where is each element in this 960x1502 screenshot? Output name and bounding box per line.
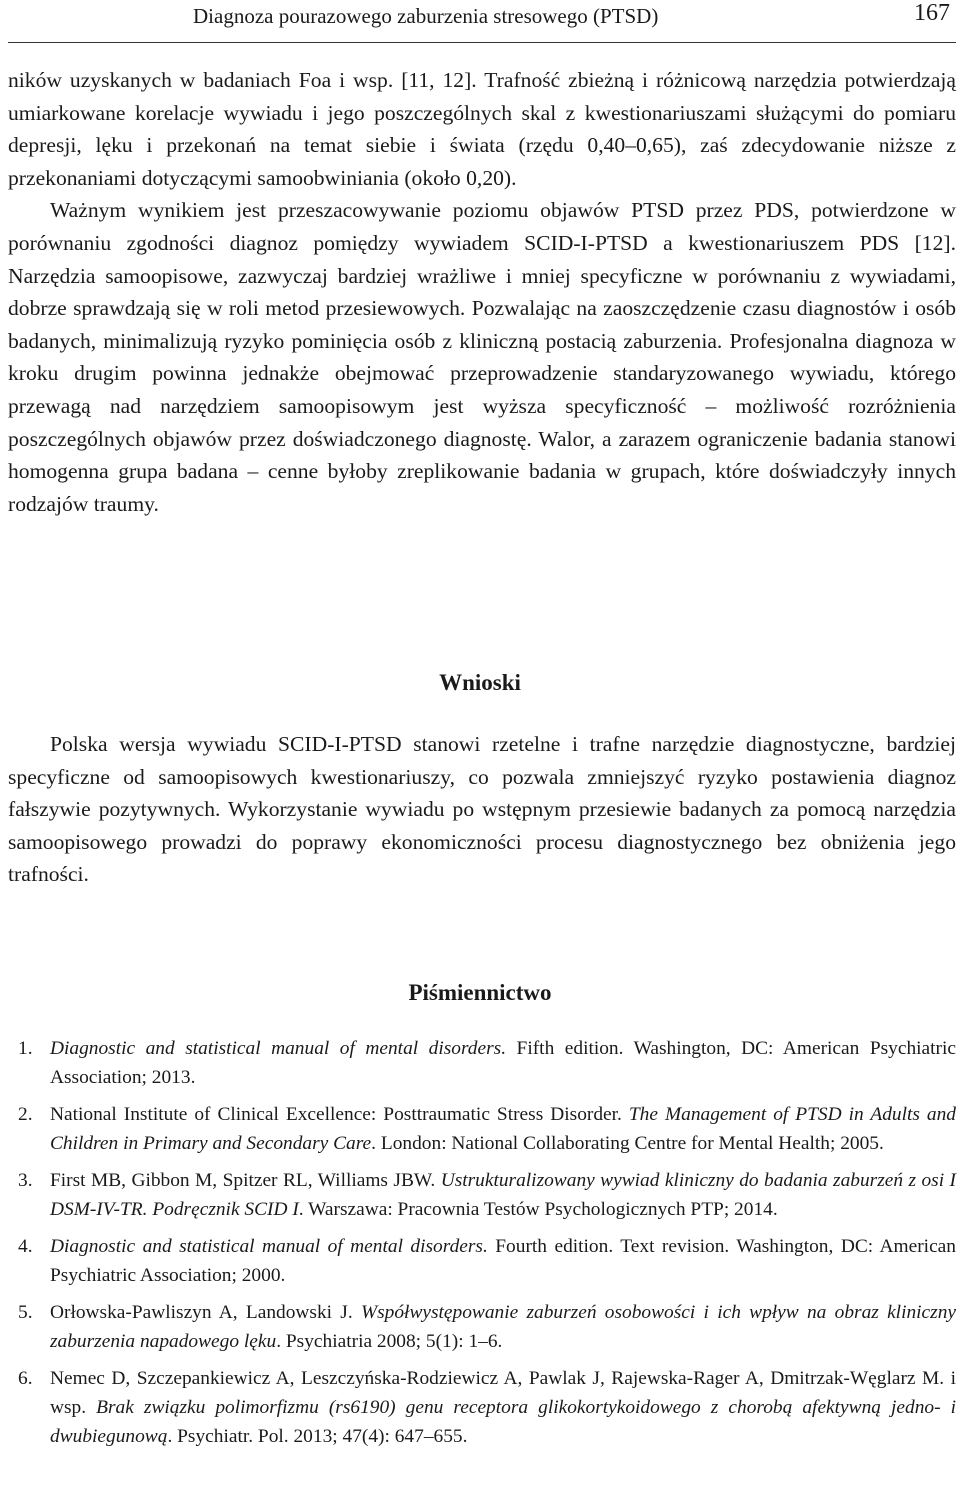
reference-authors: First MB, Gibbon M, Spitzer RL, Williams JBW. (50, 1170, 441, 1191)
reference-title: Diagnostic and statistical manual of mental disorders. (50, 1038, 507, 1059)
discussion-text (8, 64, 956, 520)
reference-item (8, 1232, 956, 1290)
reference-authors: Nemec D, Szczepankiewicz A, Leszczyńska-Rodziewicz A, Pawlak J, Rajewska-Rager A, Dmitrzak-Węglarz M. i wsp. (50, 1368, 956, 1418)
reference-source: . Psychiatr. Pol. 2013; 47(4): 647–655. (167, 1426, 468, 1447)
reference-item (8, 1166, 956, 1224)
page-number: 167 (914, 0, 950, 26)
reference-number: 1. (18, 1038, 33, 1059)
running-header (8, 0, 956, 43)
reference-source: Fourth edition. Text revision. Washington, DC: American Psychiatric Association; 2000. (50, 1236, 956, 1286)
section-heading-conclusions: Wnioski (439, 670, 521, 695)
reference-number: 3. (18, 1170, 33, 1191)
reference-title: The Management of PTSD in Adults and Children in Primary and Secondary Care (50, 1104, 956, 1154)
reference-list (8, 1034, 956, 1459)
reference-source: . Warszawa: Pracownia Testów Psychologicznych PTP; 2014. (298, 1199, 778, 1220)
reference-source: . Psychiatria 2008; 5(1): 1–6. (276, 1331, 503, 1352)
reference-source: Fifth edition. Washington, DC: American Psychiatric Association; 2013. (50, 1038, 956, 1088)
reference-number: 2. (18, 1104, 33, 1125)
reference-title: Brak związku polimorfizmu (rs6190) genu receptora glikokortykoidowego z chorobą afektywną jedno- i dwubiegunową (50, 1397, 956, 1447)
reference-title: Współwystępowanie zaburzeń osobowości i ich wpływ na obraz kliniczny zaburzenia napadowego lęku (50, 1302, 956, 1352)
reference-number: 6. (18, 1368, 33, 1389)
reference-item (8, 1034, 956, 1092)
running-title: Diagnoza pourazowego zaburzenia stresowego (PTSD) (193, 4, 659, 28)
paragraph: Ważnym wynikiem jest przeszacowywanie poziomu objawów PTSD przez PDS, potwierdzone w porównaniu zgodności diagnoz pomiędzy wywiadem SCID-I-PTSD a kwestionariuszem PDS [12]. Narzędzia samoopisowe, zazwyczaj bardziej wrażliwe i mniej specyficzne w porównaniu z wywiadami, dobrze sprawdzają się w roli metod przesiewowych. Pozwalając na zaoszczędzenie czasu diagnostów i osób badanych, minimalizują ryzyko pominięcia osób z kliniczną postacią zaburzenia. Profesjonalna diagnoza w kroku drugim powinna jednakże obejmować przeprowadzenie standaryzowanego wywiadu, którego przewagą nad narzędziem samoopisowym jest wyższa specyficzność – możliwość rozróżnienia poszczególnych objawów przez doświadczonego diagnostę. Walor, a zarazem ograniczenie badania stanowi homogenna grupa badana – cenne byłoby zreplikowanie badania w grupach, które doświadczyły innych rodzajów traumy. (8, 198, 956, 516)
reference-item (8, 1298, 956, 1356)
reference-title: Ustrukturalizowany wywiad kliniczny do badania zaburzeń z osi I DSM-IV-TR. Podręcznik SCID I (50, 1170, 956, 1220)
reference-number: 4. (18, 1236, 33, 1257)
paragraph: Polska wersja wywiadu SCID-I-PTSD stanowi rzetelne i trafne narzędzie diagnostyczne, bardziej specyficzne od samoopisowych kwestionariuszy, co pozwala zmniejszyć ryzyko postawienia diagnoz fałszywie pozytywnych. Wykorzystanie wywiadu po wstępnym przesiewie badanych za pomocą narzędzia samoopisowego prowadzi do poprawy ekonomiczności procesu diagnostycznego bez obniżenia jego trafności. (8, 732, 956, 887)
paragraph-continued: ników uzyskanych w badaniach Foa i wsp. [11, 12]. Trafność zbieżną i różnicową narzędzia potwierdzają umiarkowane korelacje wywiadu i jego poszczególnych skal z kwestionariuszami służącymi do pomiaru depresji, lęku i przekonań na temat siebie i świata (rzędu 0,40–0,65), zaś zdecydowanie niższe z przekonaniami dotyczącymi samoobwiniania (około 0,20). (8, 68, 956, 190)
reference-authors: Orłowska-Pawliszyn A, Landowski J. (50, 1302, 361, 1323)
reference-item (8, 1364, 956, 1451)
reference-title: Diagnostic and statistical manual of mental disorders. (50, 1236, 488, 1257)
reference-number: 5. (18, 1302, 33, 1323)
conclusions-text (8, 728, 956, 891)
section-heading-references: Piśmiennictwo (408, 980, 552, 1005)
reference-item (8, 1100, 956, 1158)
reference-authors: National Institute of Clinical Excellence: Posttraumatic Stress Disorder. (50, 1104, 629, 1125)
reference-source: . London: National Collaborating Centre for Mental Health; 2005. (371, 1133, 884, 1154)
